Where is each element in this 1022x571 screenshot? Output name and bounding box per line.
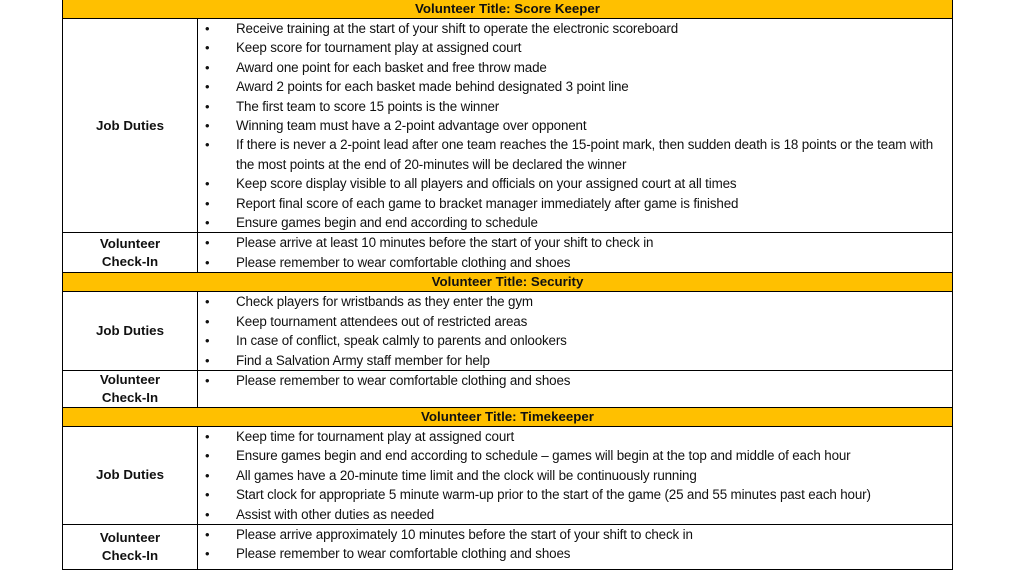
list-item: • Ensure games begin and end according to schedule xyxy=(198,213,952,232)
checkin-label-line: Check-In xyxy=(101,547,159,563)
list-item: • Keep score display visible to all players and officials on your assigned court at all times xyxy=(198,174,952,193)
job-duties-list-cell xyxy=(198,292,953,371)
list-item: • Award one point for each basket and free throw made xyxy=(198,58,952,77)
list-item: • Report final score of each game to bracket manager immediately after game is finished xyxy=(198,194,952,213)
list-item: • Keep tournament attendees out of restricted areas xyxy=(198,312,952,331)
duties-list xyxy=(198,427,952,524)
list-item: • If there is never a 2-point lead after one team reaches the 15-point mark, then sudden death is 18 points or the team with the most points at the end of 20-minutes will be declared the winner xyxy=(198,135,952,174)
list-item: • Winning team must have a 2-point advantage over opponent xyxy=(198,116,952,135)
list-item: • Please remember to wear comfortable clothing and shoes xyxy=(198,253,952,272)
section-title: Volunteer Title: Security xyxy=(63,273,953,292)
checkin-label-line: Check-In xyxy=(101,253,159,269)
list-item: • Please remember to wear comfortable clothing and shoes xyxy=(198,544,952,563)
section-header-score-keeper xyxy=(63,0,953,19)
job-duties-list-cell xyxy=(198,19,953,233)
checkin-row xyxy=(63,233,953,273)
list-item: • Please remember to wear comfortable clothing and shoes xyxy=(198,371,952,390)
job-duties-label: Job Duties xyxy=(63,292,198,371)
list-item: • Award 2 points for each basket made behind designated 3 point line xyxy=(198,77,952,96)
checkin-row xyxy=(63,524,953,569)
checkin-list-cell xyxy=(198,233,953,273)
checkin-list xyxy=(198,371,952,390)
job-duties-row xyxy=(63,292,953,371)
checkin-label xyxy=(63,370,198,407)
list-item: • Find a Salvation Army staff member for help xyxy=(198,351,952,370)
checkin-label xyxy=(63,524,198,569)
job-duties-list-cell xyxy=(198,426,953,524)
duties-list xyxy=(198,19,952,232)
list-item: • Start clock for appropriate 5 minute warm-up prior to the start of the game (25 and 55 minutes past each hour) xyxy=(198,485,952,504)
checkin-list-cell xyxy=(198,370,953,407)
list-item: • In case of conflict, speak calmly to parents and onlookers xyxy=(198,331,952,350)
checkin-label-line: Volunteer xyxy=(99,235,161,251)
job-duties-label: Job Duties xyxy=(63,19,198,233)
checkin-row xyxy=(63,370,953,407)
list-item: • Ensure games begin and end according to schedule – games will begin at the top and middle of each hour xyxy=(198,446,952,465)
list-item: • Check players for wristbands as they enter the gym xyxy=(198,292,952,311)
checkin-list xyxy=(198,233,952,272)
job-duties-row xyxy=(63,426,953,524)
job-duties-row xyxy=(63,19,953,233)
list-item: • The first team to score 15 points is the winner xyxy=(198,97,952,116)
job-duties-label: Job Duties xyxy=(63,426,198,524)
checkin-label xyxy=(63,233,198,273)
volunteer-roles-table xyxy=(62,0,953,570)
checkin-list-cell xyxy=(198,524,953,569)
section-header-security xyxy=(63,273,953,292)
checkin-label-line: Volunteer xyxy=(99,371,161,387)
duties-list xyxy=(198,292,952,370)
checkin-list xyxy=(198,525,952,564)
list-item: • Assist with other duties as needed xyxy=(198,505,952,524)
list-item: • Receive training at the start of your shift to operate the electronic scoreboard xyxy=(198,19,952,38)
checkin-label-line: Volunteer xyxy=(99,529,161,545)
section-title: Volunteer Title: Score Keeper xyxy=(63,0,953,19)
list-item: • Please arrive approximately 10 minutes before the start of your shift to check in xyxy=(198,525,952,544)
list-item: • All games have a 20-minute time limit and the clock will be continuously running xyxy=(198,466,952,485)
section-title: Volunteer Title: Timekeeper xyxy=(63,407,953,426)
list-item: • Keep score for tournament play at assigned court xyxy=(198,38,952,57)
list-item: • Please arrive at least 10 minutes before the start of your shift to check in xyxy=(198,233,952,252)
list-item: • Keep time for tournament play at assigned court xyxy=(198,427,952,446)
section-header-timekeeper xyxy=(63,407,953,426)
checkin-label-line: Check-In xyxy=(101,389,159,405)
